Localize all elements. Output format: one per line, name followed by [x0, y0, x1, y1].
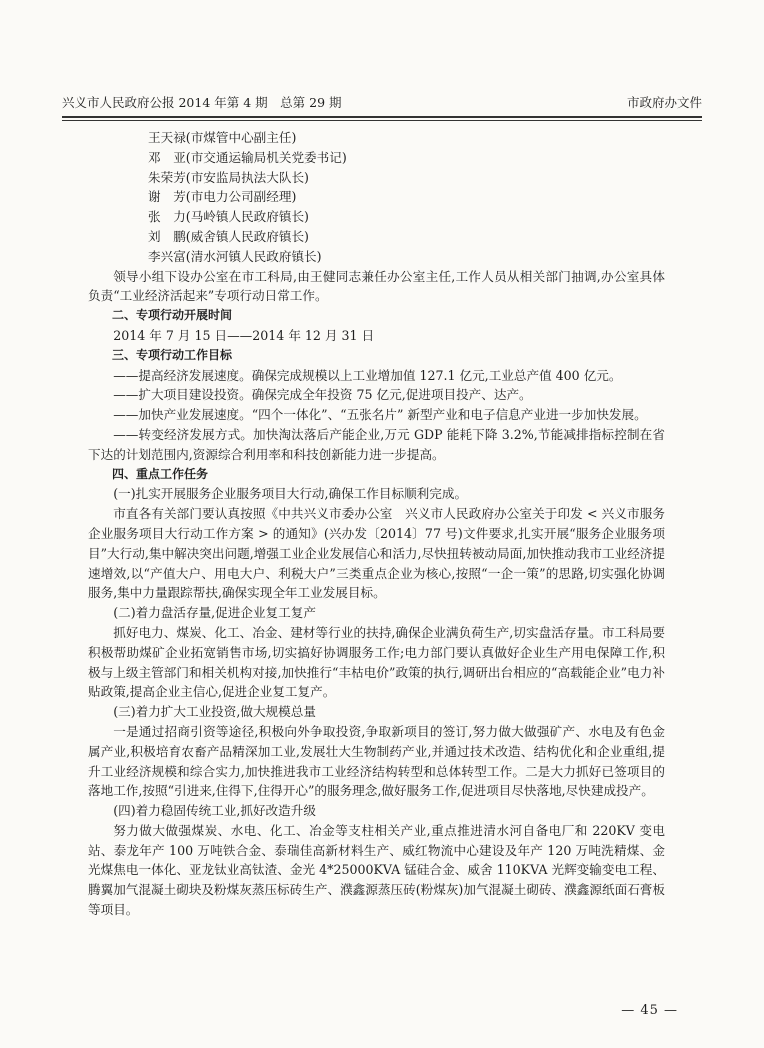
task-body: 市直各有关部门要认真按照《中共兴义市委办公室 兴义市人民政府办公室关于印发 < 兴义市服务企业服务项目大行动工作方案 > 的通知》(兴办发〔2014〕77 号)文件要求,扎实开展“服务企业服务项目”大行动,集中解决突出问题,增强工业企业发展信心和活力,尽快扭转被动局面,加快推动我市工业经济提速增效,以“产值大户、用电大户、利税大户”三类重点企业为核心,按照“一企一策”的思路,切实强化协调服务,集中力量跟踪帮扶,确保实现全年工业发展目标。 [88, 506, 665, 601]
member-item: 邓 亚(市交通运输局机关党委书记) [148, 149, 347, 165]
page-body [88, 128, 665, 920]
member-item: 刘 鹏(威舍镇人民政府镇长) [148, 228, 309, 244]
office-paragraph: 领导小组下设办公室在市工科局,由王健同志兼任办公室主任,工作人员从相关部门抽调,办公室具体负责“工业经济活起来”专项行动日常工作。 [88, 268, 665, 304]
goal-item: ——加快产业发展速度。“四个一体化”、“五张名片” 新型产业和电子信息产业进一步加快发展。 [113, 407, 647, 423]
task-body: 抓好电力、煤炭、化工、冶金、建材等行业的扶持,确保企业满负荷生产,切实盘活存量。市工科局要积极帮助煤矿企业拓宽销售市场,切实搞好协调服务工作;电力部门要认真做好企业生产用电保障工作,积极与上级主管部门和相关机构对接,加快推行“丰枯电价”政策的执行,调研出台相应的“高载能企业”电力补贴政策,提高企业主信心,促进企业复工复产。 [88, 624, 665, 700]
goal-item: ——扩大项目建设投资。确保完成全年投资 75 亿元,促进项目投产、达产。 [113, 387, 532, 403]
member-item: 张 力(马岭镇人民政府镇长) [148, 209, 309, 225]
section-heading-2: 二、专项行动开展时间 [112, 308, 233, 323]
task-title: (四)着力稳固传统工业,抓好改造升级 [113, 803, 316, 819]
header-rule [62, 116, 702, 121]
task-body: 努力做大做强煤炭、水电、化工、冶金等支柱相关产业,重点推进清水河自备电厂和 220KV 变电站、泰龙年产 100 万吨铁合金、泰瑞佳高新材料生产、威红物流中心建设及年产 120 万吨洗精煤、金光煤焦电一体化、亚龙钛业高钛渣、金光 4*25000KVA 锰硅合金、威舍 110KVA 光辉变输变电工程、腾翼加气混凝土砌块及粉煤灰蒸压标砖生产、濮鑫源蒸压砖(粉煤灰)加气混凝土砌砖、濮鑫源纸面石膏板等项目。 [88, 822, 665, 918]
task-title: (二)着力盘活存量,促进企业复工复产 [113, 605, 316, 621]
task-body: 一是通过招商引资等途径,积极向外争取投资,争取新项目的签订,努力做大做强矿产、水电及有色金属产业,积极培育农畜产品精深加工业,发展壮大生物制药产业,并通过技术改造、结构优化和企业重组,提升工业经济规模和综合实力,加快推进我市工业经济结构转型和总体转型工作。二是大力抓好已签项目的落地工作,按照“引进来,住得下,住得开心”的服务理念,做好服务工作,促进项目尽快落地,尽快建成投产。 [88, 723, 665, 799]
goal-item: ——转变经济发展方式。加快淘汰落后产能企业,万元 GDP 能耗下降 3.2%,节能减排指标控制在省下达的计划范围内,资源综合利用率和科技创新能力进一步提高。 [88, 426, 665, 462]
member-list [88, 128, 665, 267]
period-text: 2014 年 7 月 15 日——2014 年 12 月 31 日 [113, 327, 375, 343]
member-item: 谢 芳(市电力公司副经理) [148, 189, 297, 205]
section-heading-3: 三、专项行动工作目标 [112, 347, 233, 362]
task-title: (一)扎实开展服务企业服务项目大行动,确保工作目标顺利完成。 [113, 486, 468, 502]
goal-item: ——提高经济发展速度。确保完成规模以上工业增加值 127.1 亿元,工业总产值 400 亿元。 [113, 367, 622, 383]
member-item: 朱荣芳(市安监局执法大队长) [148, 169, 309, 185]
header-publication: 兴义市人民政府公报 2014 年第 4 期 总第 29 期 [62, 95, 342, 110]
member-item: 王天禄(市煤管中心副主任) [148, 130, 297, 145]
header-section: 市政府办文件 [626, 95, 702, 110]
member-item: 李兴富(清水河镇人民政府镇长) [148, 248, 322, 264]
running-header [62, 94, 702, 112]
page-number: — 45 — [621, 1003, 678, 1018]
task-title: (三)着力扩大工业投资,做大规模总量 [113, 704, 316, 720]
section-heading-4: 四、重点工作任务 [112, 466, 209, 481]
